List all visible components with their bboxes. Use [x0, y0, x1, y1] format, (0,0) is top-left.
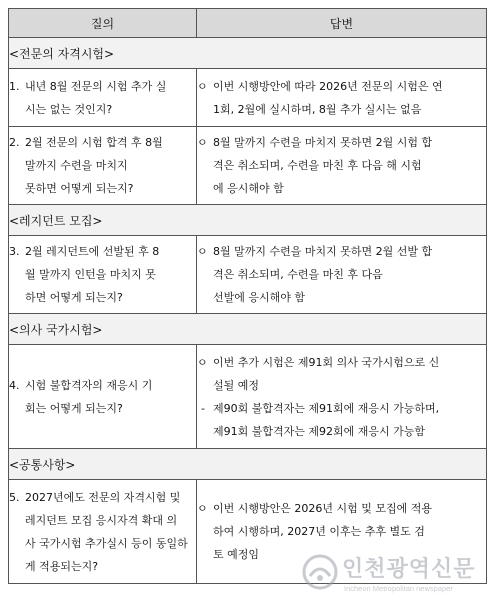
answer-line: 설될 예정	[213, 378, 260, 392]
table-row	[9, 127, 487, 205]
answer-line: 선발에 응시해야 함	[213, 291, 306, 304]
newspaper-watermark	[300, 548, 486, 604]
bullet-marker: ㅇ	[197, 502, 208, 515]
watermark-subtitle: Incheon Metropolitan newspaper	[344, 584, 453, 593]
table-row	[9, 236, 487, 314]
question-text	[25, 240, 196, 309]
answer-line: 하여 시행하며, 2027년 이후는 추후 별도 검	[213, 525, 425, 538]
question-line: 시는 없는 것인지?	[25, 102, 113, 116]
question-line: 월 말까지 인턴을 마치지 못	[25, 268, 156, 281]
question-number: 2.	[9, 136, 20, 149]
question-line: 시험 불합격자의 재응시 기	[25, 378, 153, 392]
question-number: 5.	[9, 490, 20, 504]
answer-text	[213, 75, 486, 121]
answer-text	[213, 351, 486, 397]
header-question: 질의	[9, 9, 197, 38]
answer-text	[213, 240, 486, 309]
section-title: <공통사항>	[9, 449, 487, 480]
question-line: 못하면 어떻게 되는지?	[25, 182, 134, 195]
question-cell	[9, 69, 197, 127]
answer-text	[213, 131, 486, 200]
question-line: 회는 어떻게 되는지?	[25, 401, 123, 415]
answer-line: 격은 취소되며, 수련을 마친 후 다음	[213, 268, 383, 281]
question-line: 2월 레지던트에 선발된 후 8	[25, 245, 160, 258]
watermark-title: 인천광역신문	[342, 557, 476, 582]
question-text	[25, 374, 196, 420]
answer-line: 이번 시행방안은 2026년 시험 및 모집에 적용	[213, 502, 432, 515]
section-title: <의사 국가시험>	[9, 314, 487, 345]
question-cell	[9, 127, 197, 205]
question-cell	[9, 480, 197, 584]
answer-line: 1회, 2월에 실시하며, 8월 추가 실시는 없음	[213, 102, 422, 116]
question-line: 하면 어떻게 되는지?	[25, 291, 123, 304]
question-line: 사 국가시험 추가실시 등이 동일하	[25, 536, 188, 550]
bullet-marker: ㅇ	[197, 79, 208, 93]
question-line: 게 적용되는지?	[25, 559, 99, 573]
bullet-marker: ㅇ	[197, 355, 208, 369]
answer-line: 이번 시행방안에 따라 2026년 전문의 시험은 연	[213, 79, 443, 93]
question-text	[25, 75, 196, 121]
section-row	[9, 38, 487, 69]
question-cell	[9, 236, 197, 314]
section-row	[9, 314, 487, 345]
answer-line: 제90회 불합격자는 제91회에 재응시 가능하며,	[213, 401, 440, 415]
answer-line: 8월 말까지 수련을 마치지 못하면 2월 선발 합	[213, 245, 433, 258]
section-row	[9, 205, 487, 236]
question-text	[25, 131, 196, 200]
question-cell	[9, 345, 197, 449]
question-number: 1.	[9, 79, 20, 93]
answer-cell	[197, 127, 487, 205]
answer-line: 이번 추가 시험은 제91회 의사 국가시험으로 신	[213, 355, 440, 369]
header-answer: 답변	[197, 9, 487, 38]
section-title: <레지던트 모집>	[9, 205, 487, 236]
qa-table	[8, 8, 487, 584]
table-header-row	[9, 9, 487, 38]
answer-line: 에 응시해야 함	[213, 182, 284, 195]
section-title: <전문의 자격시험>	[9, 38, 487, 69]
question-line: 말까지 수련을 마치지	[25, 159, 128, 172]
answer-cell	[197, 236, 487, 314]
question-line: 2027년에도 전문의 자격시험 및	[25, 490, 181, 504]
question-line: 내년 8월 전문의 시험 추가 실	[25, 79, 167, 93]
question-number: 3.	[9, 245, 20, 258]
question-line: 레지던트 모집 응시자격 확대 의	[25, 513, 178, 527]
answer-line: 토 예정임	[213, 548, 260, 561]
bullet-marker: ㅇ	[197, 245, 208, 258]
bullet-marker: ㅇ	[197, 136, 208, 149]
question-line: 2월 전문의 시험 합격 후 8월	[25, 136, 163, 149]
answer-line: 제91회 불합격자는 제92회에 재응시 가능함	[213, 424, 425, 438]
question-text	[25, 486, 196, 578]
table-row	[9, 345, 487, 449]
answer-line: 8월 말까지 수련을 마치지 못하면 2월 시험 합	[213, 136, 433, 149]
answer-cell	[197, 345, 487, 449]
section-row	[9, 449, 487, 480]
answer-cell	[197, 69, 487, 127]
answer-line: 격은 취소되며, 수련을 마친 후 다음 해 시험	[213, 159, 422, 172]
dash-marker: -	[201, 401, 205, 415]
answer-subtext	[213, 397, 486, 443]
newspaper-logo-icon	[302, 554, 338, 590]
table-row	[9, 69, 487, 127]
question-number: 4.	[9, 378, 20, 392]
